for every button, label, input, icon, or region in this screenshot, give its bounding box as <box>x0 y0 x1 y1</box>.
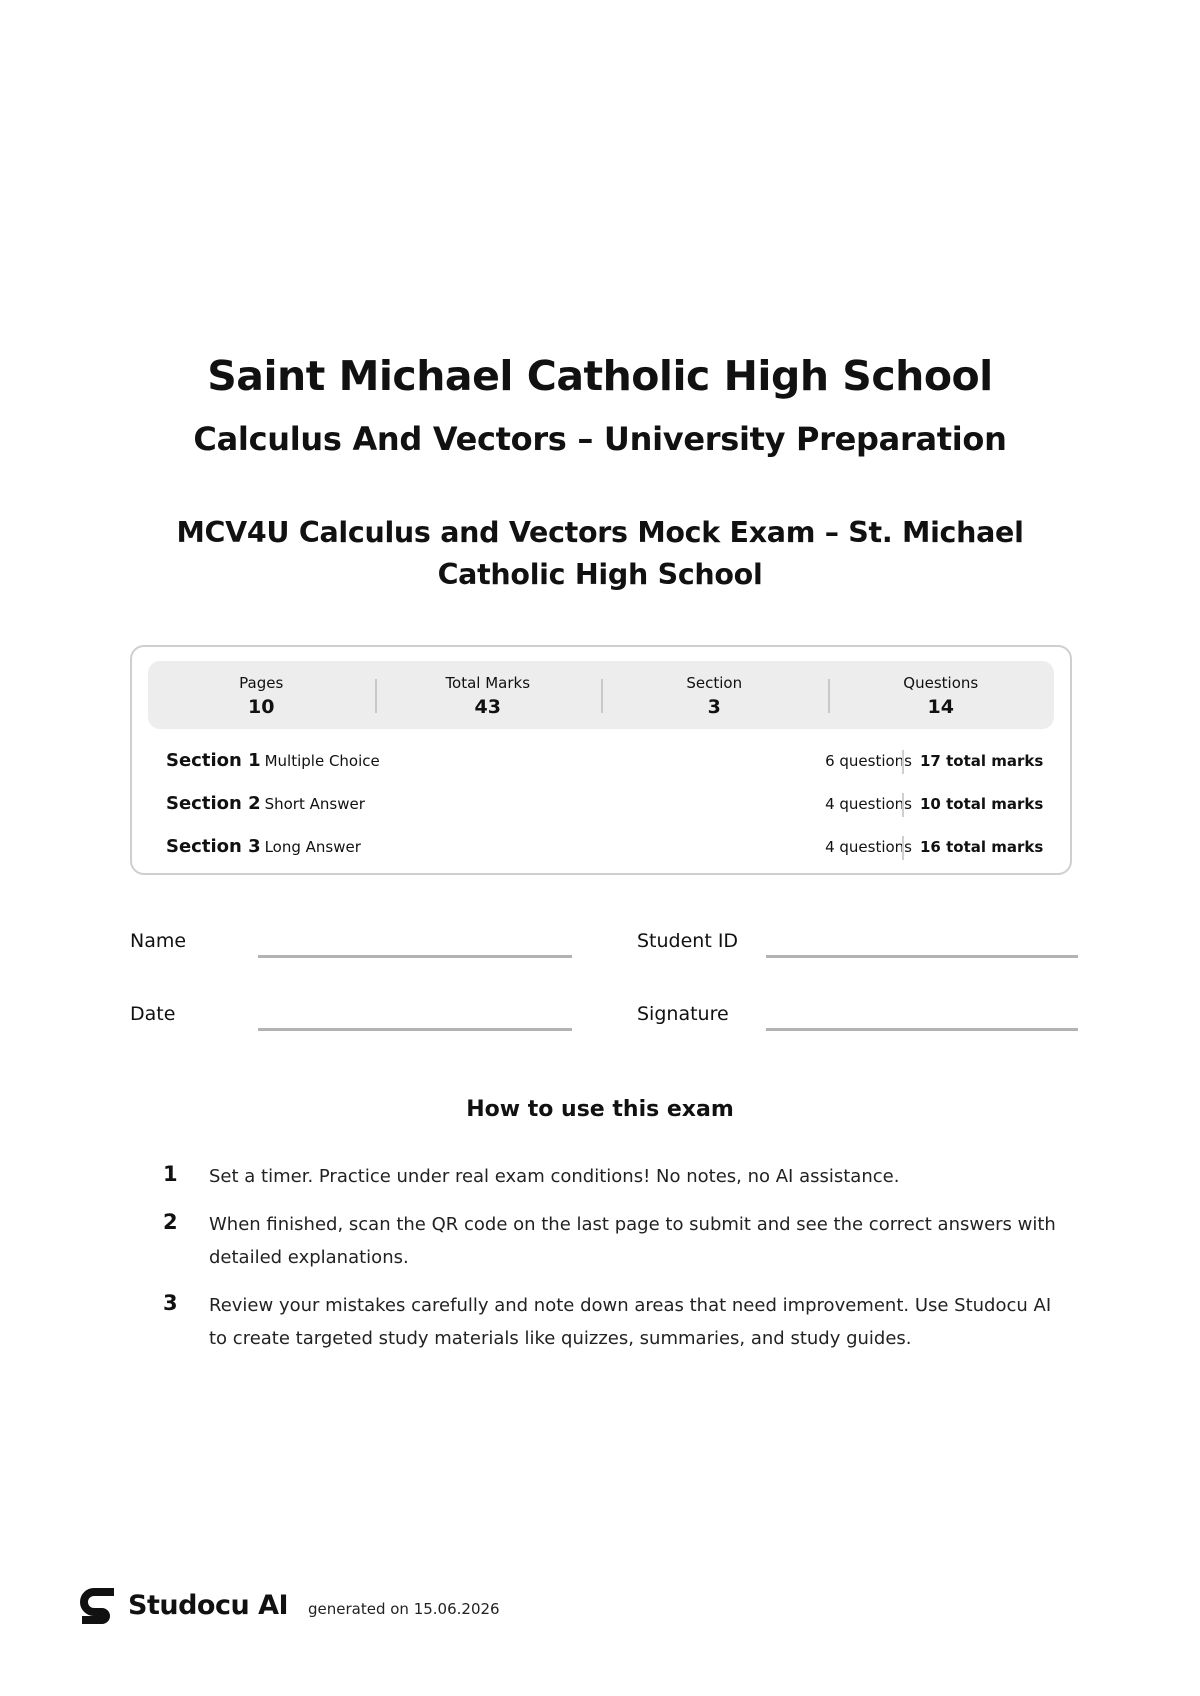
step-number: 2 <box>163 1210 178 1234</box>
stat-label: Total Marks <box>445 674 531 692</box>
signature-field-line[interactable] <box>766 1028 1078 1031</box>
section-type: Short Answer <box>264 795 365 813</box>
stat-label: Questions <box>903 674 979 692</box>
date-label: Date <box>130 1003 176 1025</box>
studocu-logo-icon <box>80 1588 116 1628</box>
stat-value: 43 <box>474 696 501 718</box>
stat-value: 14 <box>927 696 954 718</box>
stat-label: Pages <box>239 674 284 692</box>
section-name-text: Section 3 <box>166 836 261 857</box>
step-text: Review your mistakes carefully and note down areas that need improvement. Use Studocu AI to create targeted study materials like quizzes, summaries, and study guides. <box>209 1295 1052 1349</box>
stat-section <box>601 661 828 729</box>
section-divider <box>902 836 904 860</box>
section-row-3 <box>166 836 1046 862</box>
step-text: When finished, scan the QR code on the last page to submit and see the correct answers with detailed explanations. <box>209 1214 1056 1268</box>
name-field-line[interactable] <box>258 955 572 958</box>
instructions-title: How to use this exam <box>466 1097 734 1122</box>
section-question-count: 4 questions <box>825 795 912 813</box>
step-number: 1 <box>163 1162 178 1186</box>
section-name-text: Section 1 <box>166 750 261 771</box>
step-number: 3 <box>163 1291 178 1315</box>
name-label: Name <box>130 930 187 952</box>
section-name <box>166 836 361 857</box>
section-name <box>166 750 380 771</box>
exam-summary-box <box>130 645 1072 875</box>
section-divider <box>902 750 904 774</box>
stat-label: Section <box>686 674 743 692</box>
section-question-count: 6 questions <box>825 752 912 770</box>
section-total-marks: 10 total marks <box>920 795 1044 813</box>
stat-questions <box>828 661 1055 729</box>
section-row-1 <box>166 750 1046 776</box>
studocu-brand-name: Studocu AI <box>128 1590 289 1621</box>
stat-value: 3 <box>707 696 721 718</box>
section-divider <box>902 793 904 817</box>
student-id-field-line[interactable] <box>766 955 1078 958</box>
section-total-marks: 16 total marks <box>920 838 1044 856</box>
course-title: Calculus And Vectors – University Preparation <box>193 420 1007 458</box>
section-name-text: Section 2 <box>166 793 261 814</box>
section-row-2 <box>166 793 1046 819</box>
exam-stats-bar <box>148 661 1054 729</box>
school-title: Saint Michael Catholic High School <box>207 352 993 400</box>
step-text: Set a timer. Practice under real exam conditions! No notes, no AI assistance. <box>209 1166 900 1187</box>
signature-label: Signature <box>637 1003 729 1025</box>
section-type: Long Answer <box>264 838 361 856</box>
section-total-marks: 17 total marks <box>920 752 1044 770</box>
date-field-line[interactable] <box>258 1028 572 1031</box>
student-id-label: Student ID <box>637 930 739 952</box>
stat-pages <box>148 661 375 729</box>
stat-value: 10 <box>248 696 275 718</box>
section-name <box>166 793 365 814</box>
exam-title: MCV4U Calculus and Vectors Mock Exam – St. Michael Catholic High School <box>176 516 1024 591</box>
generated-date: generated on 15.06.2026 <box>308 1600 500 1618</box>
stat-total-marks <box>375 661 602 729</box>
section-type: Multiple Choice <box>264 752 380 770</box>
section-question-count: 4 questions <box>825 838 912 856</box>
